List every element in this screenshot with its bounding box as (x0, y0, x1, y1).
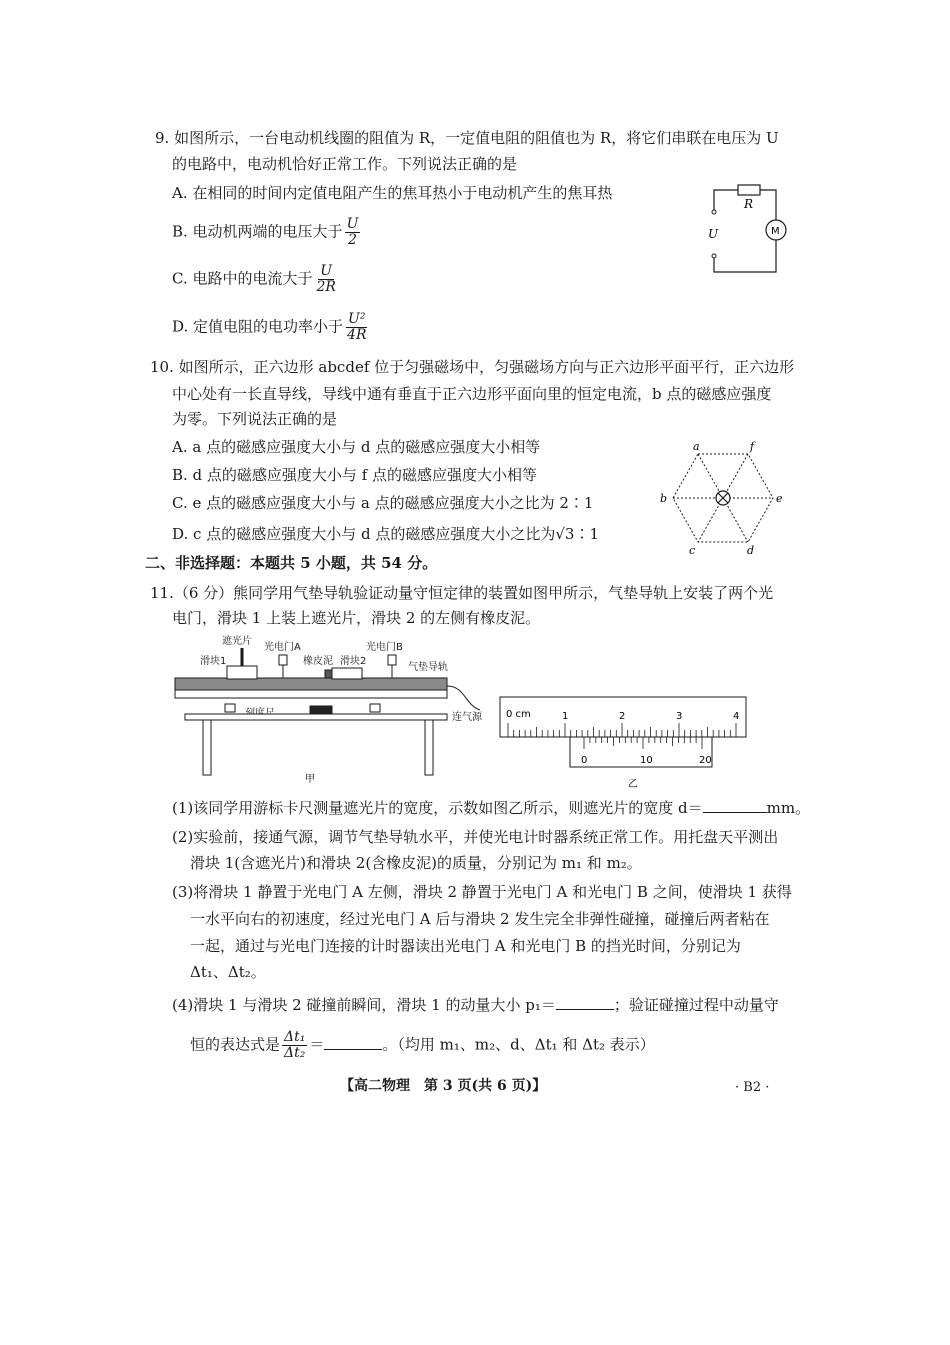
fraction-denominator: 2 (348, 232, 357, 248)
q11-part2-line1: (2)实验前，接通气源，调节气垫导轨水平，并使光电计时器系统正常工作。用托盘天平测出 (172, 828, 779, 846)
resistor-label: R (744, 197, 754, 211)
voltage-label: U (708, 227, 719, 241)
main-scale-label: 2 (619, 711, 626, 722)
fraction-denominator: Δt₂ (284, 1045, 306, 1061)
fraction-numerator: U² (348, 311, 366, 327)
q11-part4-text: (4)滑块 1 与滑块 2 碰撞前瞬间，滑块 1 的动量大小 p₁＝ (172, 996, 556, 1014)
q10-stem-line3: 为零。下列说法正确的是 (172, 410, 338, 428)
hex-label-c: c (689, 544, 696, 557)
q11-part4-prefix: 恒的表达式是 (190, 1035, 281, 1054)
q11-part4-note: 。（均用 m₁、m₂、d、Δt₁ 和 Δt₂ 表示） (382, 1035, 655, 1054)
label-putty: 橡皮泥 (303, 656, 333, 667)
air-track-apparatus-diagram (170, 630, 490, 785)
q10-option-b: B. d 点的磁感应强度大小与 f 点的磁感应强度大小相等 (172, 466, 538, 484)
slider-1-icon (227, 666, 257, 679)
fraction-denominator: 4R (347, 327, 367, 343)
q11-part2-line2: 滑块 1(含遮光片)和滑块 2(含橡皮泥)的质量，分别记为 m₁ 和 m₂。 (190, 854, 642, 872)
foot-middle-icon (310, 706, 332, 714)
q11-part4-tail: ；验证碰撞过程中动量守 (613, 996, 779, 1014)
hex-label-d: d (747, 544, 755, 557)
hex-label-a: a (693, 440, 700, 453)
q11-stem-line2: 电门，滑块 1 上装上遮光片，滑块 2 的左侧有橡皮泥。 (172, 609, 541, 627)
circuit-wire-top-left (714, 190, 738, 210)
table-top (185, 714, 447, 720)
q11-part3-line1: (3)将滑块 1 静置于光电门 A 左侧，滑块 2 静置于光电门 A 和光电门 B 之间，使滑块 1 获得 (172, 883, 792, 901)
q11-part3-line4: Δt₁、Δt₂。 (190, 963, 266, 981)
terminal-bottom-icon (712, 254, 716, 258)
q11-part3-line2: 一水平向右的初速度，经过光电门 A 后与滑块 2 发生完全非弹性碰撞，碰撞后两者粘在 (190, 910, 770, 928)
hex-label-f: f (750, 440, 755, 453)
table-leg-right (425, 720, 433, 775)
table-leg-left (203, 720, 211, 775)
foot-left-icon (225, 704, 235, 712)
q11-part1 (172, 798, 810, 818)
fraction-denominator: 2R (316, 279, 336, 295)
q11-part4-fraction (282, 1030, 307, 1061)
footer-page-info: 【高二物理 第 3 页(共 6 页)】 (340, 1078, 547, 1094)
q9-option-c (172, 264, 340, 295)
q11-part1-text: (1)该同学用游标卡尺测量遮光片的宽度，示数如图乙所示，则遮光片的宽度 d＝ (172, 799, 703, 817)
q9-option-b-text: B. 电动机两端的电压大于 (172, 222, 343, 241)
vernier-scale-label: 10 (640, 755, 653, 766)
q9-option-d (172, 312, 370, 343)
main-scale-label: 4 (733, 711, 740, 722)
q9-stem-line1: 9. 如图所示，一台电动机线圈的阻值为 R，一定值电阻的阻值也为 R，将它们串联在电压为 U (155, 129, 779, 147)
q11-part4-line1 (172, 995, 779, 1015)
q11-part4-line2 (190, 1030, 655, 1061)
hex-label-e: e (776, 492, 783, 505)
fraction-numerator: U (320, 263, 333, 279)
vernier-scale-label: 0 (581, 755, 588, 766)
q9-option-d-fraction (345, 312, 368, 343)
q9-option-b-fraction (345, 217, 361, 248)
label-gate-b: 光电门B (366, 642, 403, 653)
air-track-top (175, 678, 447, 690)
terminal-top-icon (712, 210, 716, 214)
resistor-symbol (738, 185, 760, 195)
q9-option-d-text: D. 定值电阻的电功率小于 (172, 317, 344, 336)
foot-right-icon (370, 704, 380, 712)
label-track: 气垫导轨 (408, 662, 448, 673)
q10-option-a: A. a 点的磁感应强度大小与 d 点的磁感应强度大小相等 (172, 438, 541, 456)
q10-stem-line1: 10. 如图所示，正六边形 abcdef 位于匀强磁场中，匀强磁场方向与正六边形平面平行，正六边形 (150, 358, 795, 376)
q9-stem-line2: 的电路中，电动机恰好正常工作。下列说法正确的是 (172, 155, 518, 173)
q11-stem-line1: 11.（6 分）熊同学用气垫导轨验证动量守恒定律的装置如图甲所示，气垫导轨上安装了两个光 (150, 584, 774, 602)
slider-2-icon (332, 668, 362, 679)
q10-stem-line2: 中心处有一长直导线，导线中通有垂直于正六边形平面向里的恒定电流，b 点的磁感应强度 (172, 385, 772, 403)
label-slider-1: 滑块1 (200, 656, 227, 667)
q9-option-c-fraction (314, 264, 337, 295)
section-heading: 二、非选择题：本题共 5 小题，共 54 分。 (145, 554, 438, 572)
fraction-numerator: U (346, 216, 359, 232)
q9-circuit-diagram (700, 180, 800, 280)
q10-option-d: D. c 点的磁感应强度大小与 d 点的磁感应强度大小之比为√3∶1 (172, 525, 599, 543)
figure-label-jia: 甲 (305, 774, 315, 785)
main-scale-label: 1 (562, 711, 569, 722)
q10-option-c: C. e 点的磁感应强度大小与 a 点的磁感应强度大小之比为 2∶1 (172, 494, 594, 512)
vernier-scale-label: 20 (699, 755, 712, 766)
q9-option-a: A. 在相同的时间内定值电阻产生的焦耳热小于电动机产生的焦耳热 (172, 184, 613, 202)
label-shade: 遮光片 (222, 636, 252, 647)
circuit-wire-bottom (714, 240, 776, 272)
label-slider-2: 滑块2 (340, 656, 367, 667)
circuit-wire-top-right (760, 190, 776, 220)
q11-part3-line3: 一起，通过与光电门连接的计时器读出光电门 A 和光电门 B 的挡光时间，分别记为 (190, 937, 741, 955)
q9-option-b (172, 217, 362, 248)
q10-hexagon-diagram (655, 440, 785, 560)
answer-blank-p1[interactable] (556, 995, 614, 1010)
footer-code: · B2 · (735, 1080, 770, 1095)
figure-label-yi: 乙 (628, 779, 638, 790)
vernier-caliper-diagram (498, 695, 753, 790)
answer-blank-d[interactable] (703, 798, 767, 813)
gate-a-icon (279, 655, 287, 665)
gate-b-icon (388, 655, 396, 665)
putty-icon (325, 670, 332, 678)
air-hose-icon (447, 686, 480, 710)
q11-part4-equals: ＝ (309, 1035, 325, 1054)
label-air-source: 连气源 (452, 712, 482, 723)
motor-label: M (771, 226, 780, 237)
label-gate-a: 光电门A (264, 642, 301, 653)
q9-option-c-text: C. 电路中的电流大于 (172, 269, 313, 288)
air-track-holes (175, 690, 447, 698)
fraction-numerator: Δt₁ (284, 1029, 306, 1045)
answer-blank-expression[interactable] (324, 1035, 382, 1050)
hex-label-b: b (660, 492, 668, 505)
q11-part1-unit: mm。 (766, 799, 811, 817)
main-scale-label: 3 (676, 711, 683, 722)
caliper-unit-label: 0 cm (506, 709, 531, 720)
